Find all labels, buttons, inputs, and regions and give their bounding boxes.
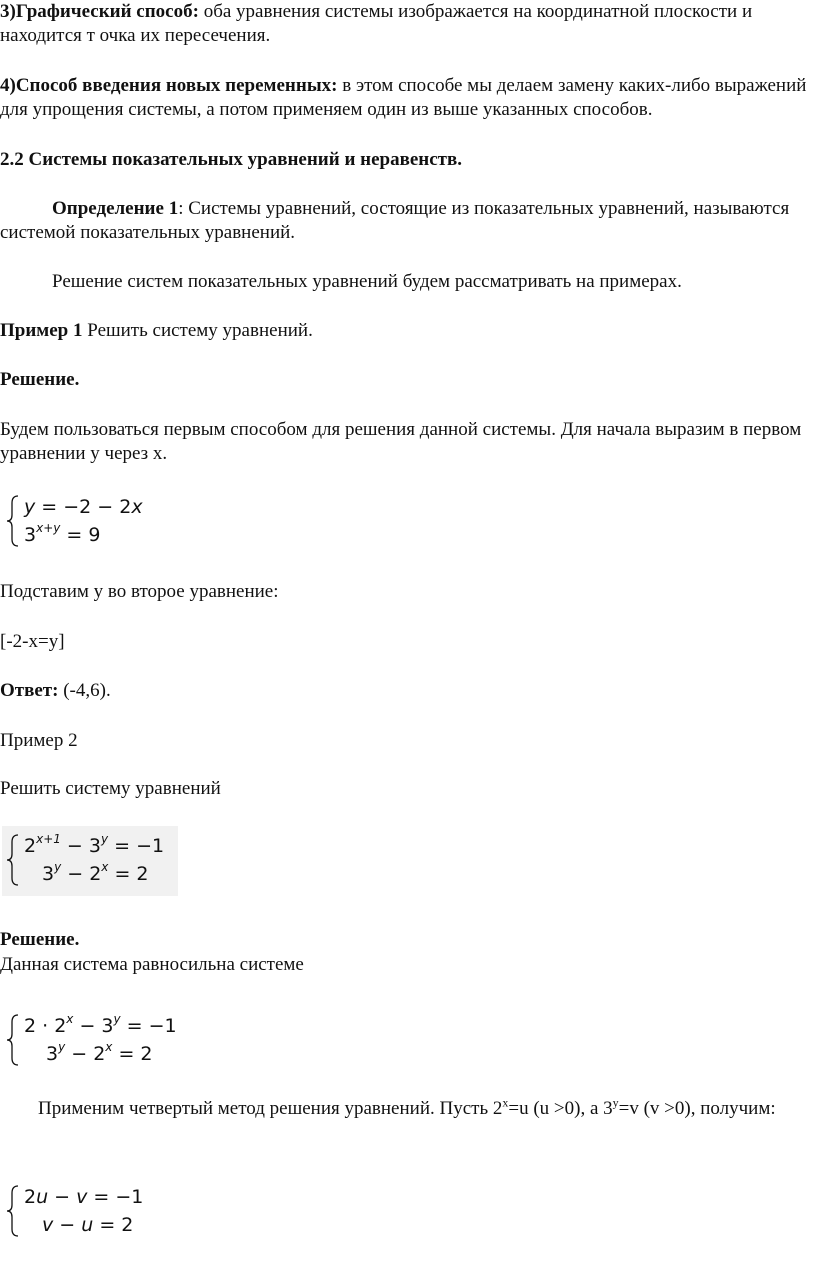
- new-variables-text: в этом способе мы делаем замену каких-либо выражений для упрощения системы, а потом применяем один из выше указанных способов.: [0, 75, 807, 120]
- system2-eq2-right: = 2: [108, 863, 149, 885]
- new-variables-lead: 4)Способ введения новых переменных:: [0, 75, 338, 96]
- section-heading-text: 2.2 Системы показательных уравнений и неравенств.: [0, 149, 463, 170]
- system1-eq2-base: 3: [24, 524, 37, 546]
- system2-eq1-right: = −1: [108, 835, 165, 857]
- system1-eq1-left: y: [24, 496, 36, 518]
- apply-part2: =u (u >0), а 3: [508, 1098, 613, 1119]
- system4-eq1-u: u: [36, 1186, 49, 1208]
- paragraph-example1: [0, 319, 812, 343]
- system3-eq2-exp1: y: [58, 1039, 66, 1054]
- paragraph-method1: Будем пользоваться первым способом для решения данной системы. Для начала выразим в первом уравнении у через х.: [0, 419, 802, 464]
- graphic-method-text: оба уравнения системы изображается на координатной плоскости и находится т очка их пересечения.: [0, 1, 753, 46]
- apply-part3: =v (v >0), получим:: [618, 1098, 776, 1119]
- system3-eq2-mid: − 2: [65, 1043, 106, 1065]
- apply-sup1: x: [502, 1095, 509, 1110]
- paragraph-apply-method: [0, 1097, 812, 1121]
- system1-eq2: [24, 521, 100, 549]
- answer-line: [0, 679, 812, 703]
- answer-lead: Ответ:: [0, 680, 59, 701]
- paragraph-intro: Решение систем показательных уравнений будем рассматривать на примерах.: [52, 271, 682, 292]
- system3-eq1-exp1: x: [66, 1011, 74, 1026]
- system4-eq2: [42, 1211, 133, 1239]
- system1-eq1-right: = −2 − 2: [35, 496, 132, 518]
- system4-eq1: [24, 1183, 143, 1211]
- system2-eq1: [24, 832, 164, 860]
- system4-eq2-u: u: [81, 1214, 94, 1236]
- system1-eq2-exp: x+y: [36, 520, 61, 535]
- system3-eq2-base1: 3: [46, 1043, 59, 1065]
- system3-eq1-mid: − 3: [73, 1015, 114, 1037]
- brace-icon: [6, 1183, 20, 1239]
- system2-eq2: [42, 860, 149, 888]
- paragraph-substitute: Подставим у во второе уравнение:: [0, 581, 279, 602]
- equation-system-2: [2, 826, 178, 896]
- solution2-text: Решение.: [0, 929, 80, 950]
- system4-eq2-v: v: [42, 1214, 54, 1236]
- system1-eq1-var: x: [131, 496, 143, 518]
- system2-eq1-exp2: y: [100, 831, 109, 846]
- system3-eq2-right: = 2: [112, 1043, 153, 1065]
- system1-eq1: [24, 493, 143, 521]
- graphic-method-lead: 3)Графический способ:: [0, 1, 199, 22]
- system4-eq1-right: = −1: [87, 1186, 144, 1208]
- section-heading: [0, 148, 812, 172]
- solution1-label: [0, 368, 812, 392]
- system3-eq2: [46, 1040, 153, 1068]
- system3-eq1-exp2: y: [113, 1011, 121, 1026]
- example1-text: Решить систему уравнений.: [82, 320, 313, 341]
- system3-eq1-right: = −1: [120, 1015, 177, 1037]
- system3-eq1: [24, 1012, 177, 1040]
- paragraph-definition: [0, 197, 812, 245]
- answer-text: (-4,6).: [58, 680, 111, 701]
- system2-eq2-mid: − 2: [61, 863, 102, 885]
- system3-eq2-exp2: x: [105, 1039, 113, 1054]
- system4-eq1-coef: 2: [24, 1186, 37, 1208]
- system2-eq1-mid: − 3: [60, 835, 101, 857]
- example2-label: Пример 2: [0, 730, 78, 751]
- definition-lead: Определение 1: [52, 198, 179, 219]
- brace-icon: [6, 832, 20, 888]
- system2-eq1-exp1: x+1: [36, 831, 61, 846]
- apply-sup2: y: [612, 1095, 619, 1110]
- solve2-label: Решить систему уравнений: [0, 778, 221, 799]
- brace-icon: [6, 1012, 20, 1068]
- solution2-label: [0, 928, 812, 952]
- system2-eq2-exp2: x: [101, 859, 109, 874]
- paragraph-new-variables-method: [0, 74, 812, 122]
- example1-lead: Пример 1: [0, 320, 83, 341]
- apply-part1: Применим четвертый метод решения уравнений. Пусть 2: [38, 1098, 503, 1119]
- system2-inner: [6, 832, 178, 888]
- system2-eq2-exp1: y: [54, 859, 62, 874]
- brace-icon: [6, 493, 20, 549]
- system1-eq2-right: = 9: [60, 524, 101, 546]
- paragraph-graphic-method: [0, 0, 812, 48]
- system4-eq1-v: v: [76, 1186, 88, 1208]
- bracket-text: [-2-x=y]: [0, 631, 65, 652]
- definition-text: : Системы уравнений, состоящие из показательных уравнений, называются системой показательных уравнений.: [0, 198, 790, 243]
- system4-eq2-minus: −: [53, 1214, 82, 1236]
- system4-eq2-right: = 2: [93, 1214, 134, 1236]
- solution1-text: Решение.: [0, 369, 80, 390]
- system3-eq1-pre: 2 · 2: [24, 1015, 67, 1037]
- system4-eq1-minus: −: [48, 1186, 77, 1208]
- system2-eq1-base1: 2: [24, 835, 37, 857]
- system2-eq2-base1: 3: [42, 863, 55, 885]
- paragraph-equivalent: Данная система равносильна системе: [0, 954, 304, 975]
